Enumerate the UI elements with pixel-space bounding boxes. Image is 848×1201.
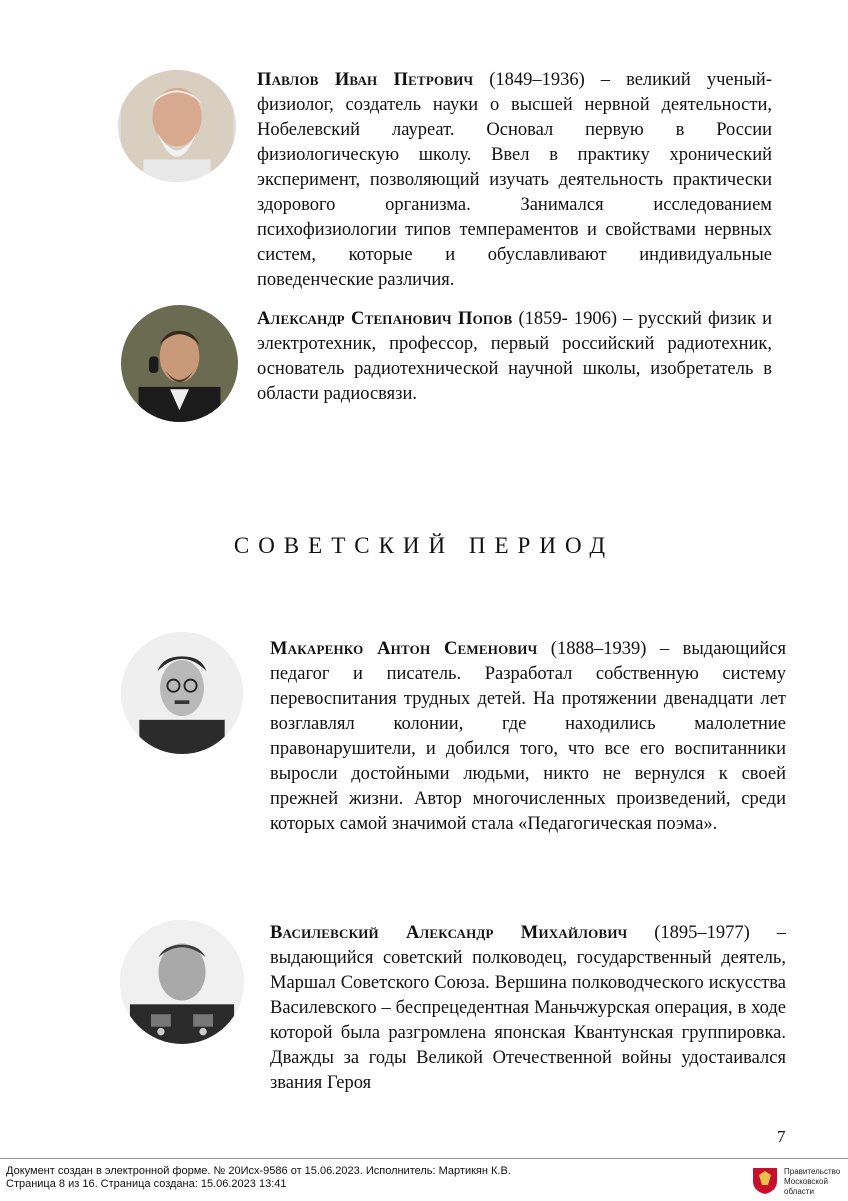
makarenko-portrait-image bbox=[121, 632, 243, 754]
pavlov-portrait-image bbox=[118, 70, 236, 182]
entry-pavlov-body: (1849–1936) – великий ученый-физиолог, создатель науки о высшей нервной деятельности, Нобелевский лауреат. Основал первую в России физиологическую школу. Ввел в практику хронический эксперимент, позволяющий изучать деятельность практически здорового организма. Занимался исследованием психофизиологии типов темпераментов и свойствами нервных систем, которые и обуславливают индивидуальные поведенческие различия. bbox=[257, 70, 772, 290]
portrait-popov bbox=[121, 305, 238, 422]
footer-page-info: Страница 8 из 16. Страница создана: 15.06.2023 13:41 bbox=[6, 1178, 287, 1190]
document-footer bbox=[0, 1158, 848, 1201]
entry-pavlov-name: Павлов Иван Петрович bbox=[257, 70, 474, 90]
portrait-pavlov bbox=[118, 70, 236, 182]
entry-popov-name: Александр Степанович Попов bbox=[257, 309, 513, 329]
section-title: СОВЕТСКИЙ ПЕРИОД bbox=[233, 533, 615, 558]
entry-makarenko-body: (1888–1939) – выдающийся педагог и писатель. Разработал собственную систему перевоспитания трудных детей. На протяжении двенадцати лет возглавлял колонии, где находились малолетние правонарушители, и добился того, что все его воспитанники выросли достойными людьми, никто не вернулся к своей прежней жизни. Автор многочисленных произведений, среди которых самой значимой стала «Педагогическая поэма». bbox=[270, 639, 786, 834]
footer-document-info: Документ создан в электронной форме. № 20Исх-9586 от 15.06.2023. Исполнитель: Мартикян К.В. bbox=[6, 1165, 511, 1177]
entry-popov-text bbox=[257, 307, 772, 407]
coat-of-arms-icon bbox=[750, 1165, 780, 1195]
popov-portrait-image bbox=[121, 305, 238, 422]
vasilevsky-portrait-image bbox=[120, 920, 244, 1044]
entry-makarenko-name: Макаренко Антон Семенович bbox=[270, 639, 538, 659]
footer-organization: Правительство Московской области bbox=[784, 1167, 841, 1196]
entry-vasilevsky-text bbox=[270, 921, 786, 1096]
entry-makarenko-text bbox=[270, 637, 786, 837]
entry-popov-body: (1859- 1906) – русский физик и электротехник, профессор, первый российский радиотехник, основатель радиотехнической научной школы, изобретатель в области радиосвязи. bbox=[257, 309, 772, 404]
entry-pavlov-text bbox=[257, 68, 772, 293]
entry-vasilevsky-name: Василевский Александр Михайлович bbox=[270, 923, 628, 943]
portrait-makarenko bbox=[121, 632, 243, 754]
page-number: 7 bbox=[777, 1127, 786, 1146]
entry-vasilevsky-body: (1895–1977) – выдающийся советский полководец, государственный деятель, Маршал Советского Союза. Вершина полководческого искусства Василевского – беспрецедентная Маньчжурская операция, в ходе которой была разгромлена японская Квантунская группировка. Дважды за годы Великой Отечественной войны удостаивался звания Героя bbox=[270, 923, 786, 1093]
portrait-vasilevsky bbox=[120, 920, 244, 1044]
